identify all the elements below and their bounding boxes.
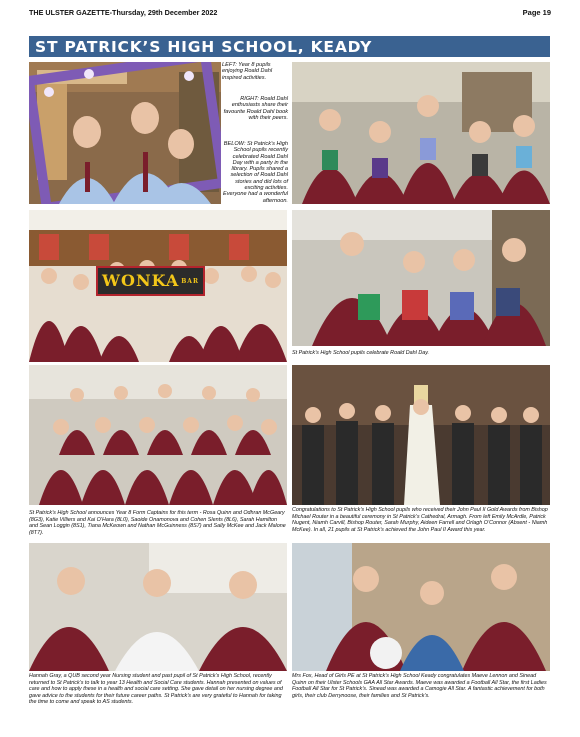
photo-john-paul-awards-image	[292, 365, 550, 505]
caption-left: LEFT: Year 8 pupils enjoying Roald Dahl inspired activities.	[222, 62, 273, 81]
section-title: ST PATRICK’S HIGH SCHOOL, KEADY	[35, 38, 373, 56]
photo-wonka-library	[29, 210, 287, 362]
wonka-sign-sub: BAR	[181, 277, 199, 285]
wonka-sign-main: WONKA	[102, 271, 180, 290]
photo-gaa-all-stars	[292, 543, 550, 671]
photo-year8-frame	[29, 62, 221, 204]
caption-nursing: Hannah Gray, a QUB second year Nursing student and past pupil of St Patrick’s High School, recently returned to St Patrick’s to talk to year 13 Health and Social Care students. Hannah presented on values of care and how to apply these in a health and social care setting. She gave detail on her nursing degree and gave advice to the students for their future career paths. St Patrick’s are very grateful to Hannah for taking the time to come and speak to AS students.	[29, 673, 283, 706]
photo-john-paul-awards	[292, 365, 550, 505]
photo-form-captains-image	[29, 365, 287, 505]
wonka-bar-sign	[96, 266, 205, 296]
caption-below: BELOW: St Patrick’s High School pupils recently celebrated Roald Dahl Day with a party in the library. Pupils shared a selection of Roald Dahl stories and did lots of exciting activities. Everyone had a wonderful afternoon.	[223, 141, 288, 204]
photo-dahl-day	[292, 210, 550, 346]
section-banner	[29, 36, 550, 57]
caption-dahl-day: St Patrick’s High School pupils celebrate Roald Dahl Day.	[292, 350, 430, 356]
photo-dahl-day-image	[292, 210, 550, 346]
photo-gaa-all-stars-image	[292, 543, 550, 671]
masthead: THE ULSTER GAZETTE-Thursday, 29th December 2022	[29, 8, 218, 17]
photo-nursing-talk	[29, 543, 287, 671]
caption-right: RIGHT: Roald Dahl enthusiasts share their favourite Roald Dahl book with their peers.	[223, 96, 288, 121]
photo-girls-books-image	[292, 62, 550, 204]
caption-form-captains: St Patrick’s High School announces Year 8 Form Captains for this term - Rosa Quinn and Odhran McGeary (8G3), Katie Villiers and Kai O’Hara (8L0), Saoide Onamonova and Cohen Slents (8L6), Sarah Hamilton and Sean Loggin (8S1), Tiana McKeown and Nathan McGuinness (8S7) and Sally McKee and Jack Malone (8T7).	[29, 510, 286, 536]
photo-year8-frame-image	[29, 62, 221, 204]
photo-form-captains	[29, 365, 287, 505]
caption-gaa: Mrs Fox, Head of Girls PE at St Patrick’s High School Keady congratulates Maeve Lennon and Sinead Quinn on their Ulster Schools GAA All Star Awards. Maeve was awarded a Football All Star, the first Ladies Football All Star for St Patrick’s. Sinead was awarded a Camogie All Star. A fantastic achievement for both girls, their club Derrynoose, their families and St Patrick’s.	[292, 673, 547, 699]
page-number: Page 19	[522, 8, 551, 17]
caption-john-paul: Congratulations to St Patrick’s High School pupils who received their John Paul II Gold Awards from Bishop Michael Router in a beautiful ceremony in St Patrick’s Cathedral, Armagh. From left Emily McArdle, Patrick Nugent, Niamh Carvill, Bishop Router, Sarah Murphy, Aideen Farrell and Orlagh O’Connor (Absent - Niamh McKee). In all, 21 pupils at St Patrick’s achieved the John Paul II Award this year.	[292, 507, 548, 533]
photo-girls-books	[292, 62, 550, 204]
page-header	[29, 6, 551, 18]
photo-nursing-talk-image	[29, 543, 287, 671]
